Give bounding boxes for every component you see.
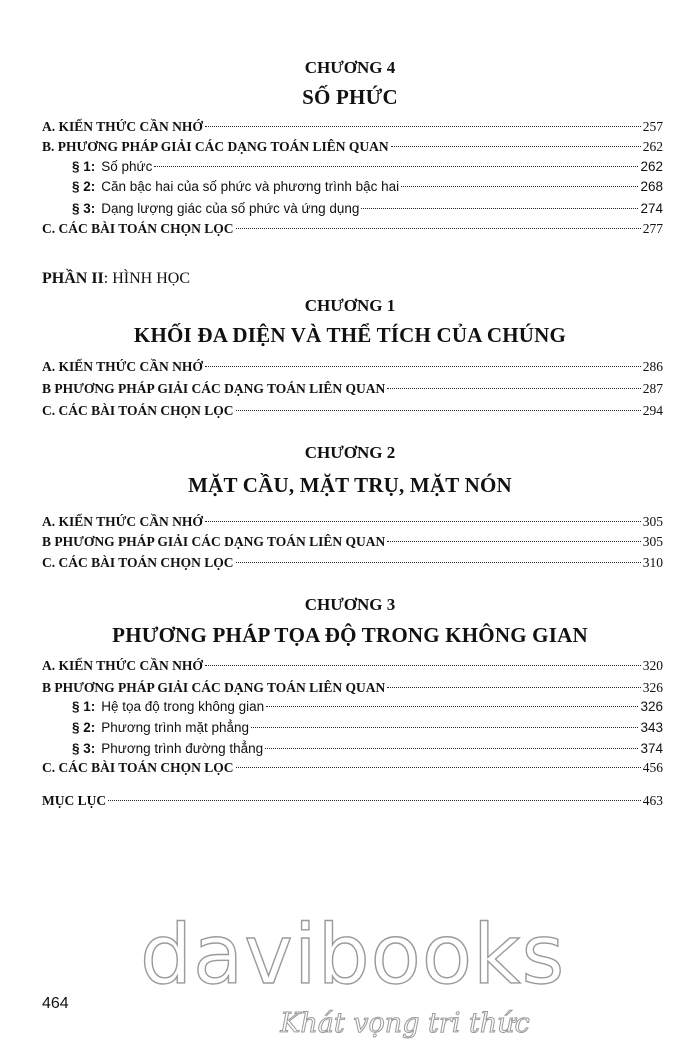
chapter-4-title: SỐ PHỨC [302,85,398,109]
part-title: : HÌNH HỌC [103,270,190,287]
toc-entry-text: C. CÁC BÀI TOÁN CHỌN LỌC [42,555,234,570]
section-mark: § 2: [72,179,96,194]
toc-entry-text: Hệ tọa độ trong không gian [101,699,265,714]
page-number: 464 [42,995,69,1012]
leader-dots [205,665,641,666]
leader-dots [205,126,641,127]
toc-subentry[interactable] [72,157,663,177]
leader-dots [401,186,638,187]
toc-page-number: 286 [642,359,663,374]
leader-dots [205,521,641,522]
toc-entry-text: Căn bậc hai của số phức và phương trình bậc hai [101,179,400,194]
toc-entry[interactable] [42,117,663,137]
leader-dots [387,388,640,389]
toc-entry-text: B PHƯƠNG PHÁP GIẢI CÁC DẠNG TOÁN LIÊN QUAN [42,534,386,549]
toc-entry[interactable] [42,678,663,698]
toc-entry-text: B. PHƯƠNG PHÁP GIẢI CÁC DẠNG TOÁN LIÊN QUAN [42,139,389,154]
leader-dots [154,166,638,167]
leader-dots [236,410,641,411]
leader-dots [361,208,638,209]
leader-dots [265,748,638,749]
watermark-logo: davibooks [140,908,566,1003]
toc-entry-text: C. CÁC BÀI TOÁN CHỌN LỌC [42,403,234,418]
toc-entry[interactable] [42,357,663,377]
geometry-chapter-1-label: CHƯƠNG 1 [304,296,396,315]
toc-page-number: 326 [640,699,663,714]
toc-page-number: 305 [642,534,663,549]
toc-page-number: 287 [642,381,663,396]
toc-entry[interactable] [42,137,663,157]
geometry-chapter-3-label: CHƯƠNG 3 [304,595,396,614]
toc-page-number: 320 [642,658,663,673]
leader-dots [387,687,640,688]
section-mark: § 2: [72,720,96,735]
toc-entry-text: B PHƯƠNG PHÁP GIẢI CÁC DẠNG TOÁN LIÊN QUAN [42,381,386,396]
toc-entry-text: A. KIẾN THỨC CẦN NHỚ [42,359,203,374]
geometry-chapter-3-title: PHƯƠNG PHÁP TỌA ĐỘ TRONG KHÔNG GIAN [112,623,588,647]
leader-dots [266,706,638,707]
toc-entry-text: C. CÁC BÀI TOÁN CHỌN LỌC [42,221,234,236]
leader-dots [236,228,641,229]
leader-dots [391,146,641,147]
toc-subentry[interactable] [72,177,663,197]
toc-subentry[interactable] [72,718,663,738]
toc-page-number: 257 [642,119,663,134]
toc-entry-contents[interactable] [42,791,663,811]
leader-dots [236,767,641,768]
part-number: PHẦN II [42,270,104,287]
toc-page-number: 262 [642,139,663,154]
toc-entry-text: Dạng lượng giác của số phức và ứng dụng [101,201,360,216]
toc-entry-text: A. KIẾN THỨC CẦN NHỚ [42,119,203,134]
toc-page-number: 326 [642,680,663,695]
toc-entry-text: Phương trình đường thẳng [101,741,264,756]
part-heading [42,270,190,288]
toc-subentry[interactable] [72,697,663,717]
geometry-chapter-2-label: CHƯƠNG 2 [304,443,396,462]
section-mark: § 1: [72,159,96,174]
toc-page-number: 274 [640,201,663,216]
toc-entry[interactable] [42,401,663,421]
section-mark: § 1: [72,699,96,714]
section-mark: § 3: [72,741,96,756]
toc-subentry[interactable] [72,199,663,219]
toc-entry[interactable] [42,553,663,573]
toc-entry-text: C. CÁC BÀI TOÁN CHỌN LỌC [42,760,234,775]
leader-dots [251,727,638,728]
toc-entry-text: A. KIẾN THỨC CẦN NHỚ [42,514,203,529]
toc-page-number: 456 [642,760,663,775]
toc-page-number: 463 [642,793,663,808]
toc-entry[interactable] [42,532,663,552]
toc-entry-text: Phương trình mặt phẳng [101,720,249,735]
toc-entry-text: Số phức [101,159,153,174]
geometry-chapter-2-title: MẶT CẦU, MẶT TRỤ, MẶT NÓN [188,473,512,497]
leader-dots [236,562,641,563]
toc-page-number: 310 [642,555,663,570]
toc-page-number: 305 [642,514,663,529]
chapter-4-label: CHƯƠNG 4 [304,58,396,77]
leader-dots [387,541,640,542]
toc-entry[interactable] [42,656,663,676]
toc-entry-text: B PHƯƠNG PHÁP GIẢI CÁC DẠNG TOÁN LIÊN QUAN [42,680,386,695]
geometry-chapter-1-title: KHỐI ĐA DIỆN VÀ THỂ TÍCH CỦA CHÚNG [133,323,567,347]
toc-subentry[interactable] [72,739,663,759]
section-mark: § 3: [72,201,96,216]
toc-page-number: 294 [642,403,663,418]
toc-page-number: 262 [640,159,663,174]
toc-entry[interactable] [42,512,663,532]
watermark-slogan: Khát vọng tri thức [280,1008,530,1039]
leader-dots [205,366,641,367]
toc-page-number: 343 [640,720,663,735]
toc-entry[interactable] [42,219,663,239]
toc-entry[interactable] [42,758,663,778]
toc-page-number: 277 [642,221,663,236]
leader-dots [108,800,641,801]
toc-page-number: 268 [640,179,663,194]
toc-entry[interactable] [42,379,663,399]
toc-entry-text: MỤC LỤC [42,793,107,808]
toc-page-number: 374 [640,741,663,756]
toc-entry-text: A. KIẾN THỨC CẦN NHỚ [42,658,203,673]
